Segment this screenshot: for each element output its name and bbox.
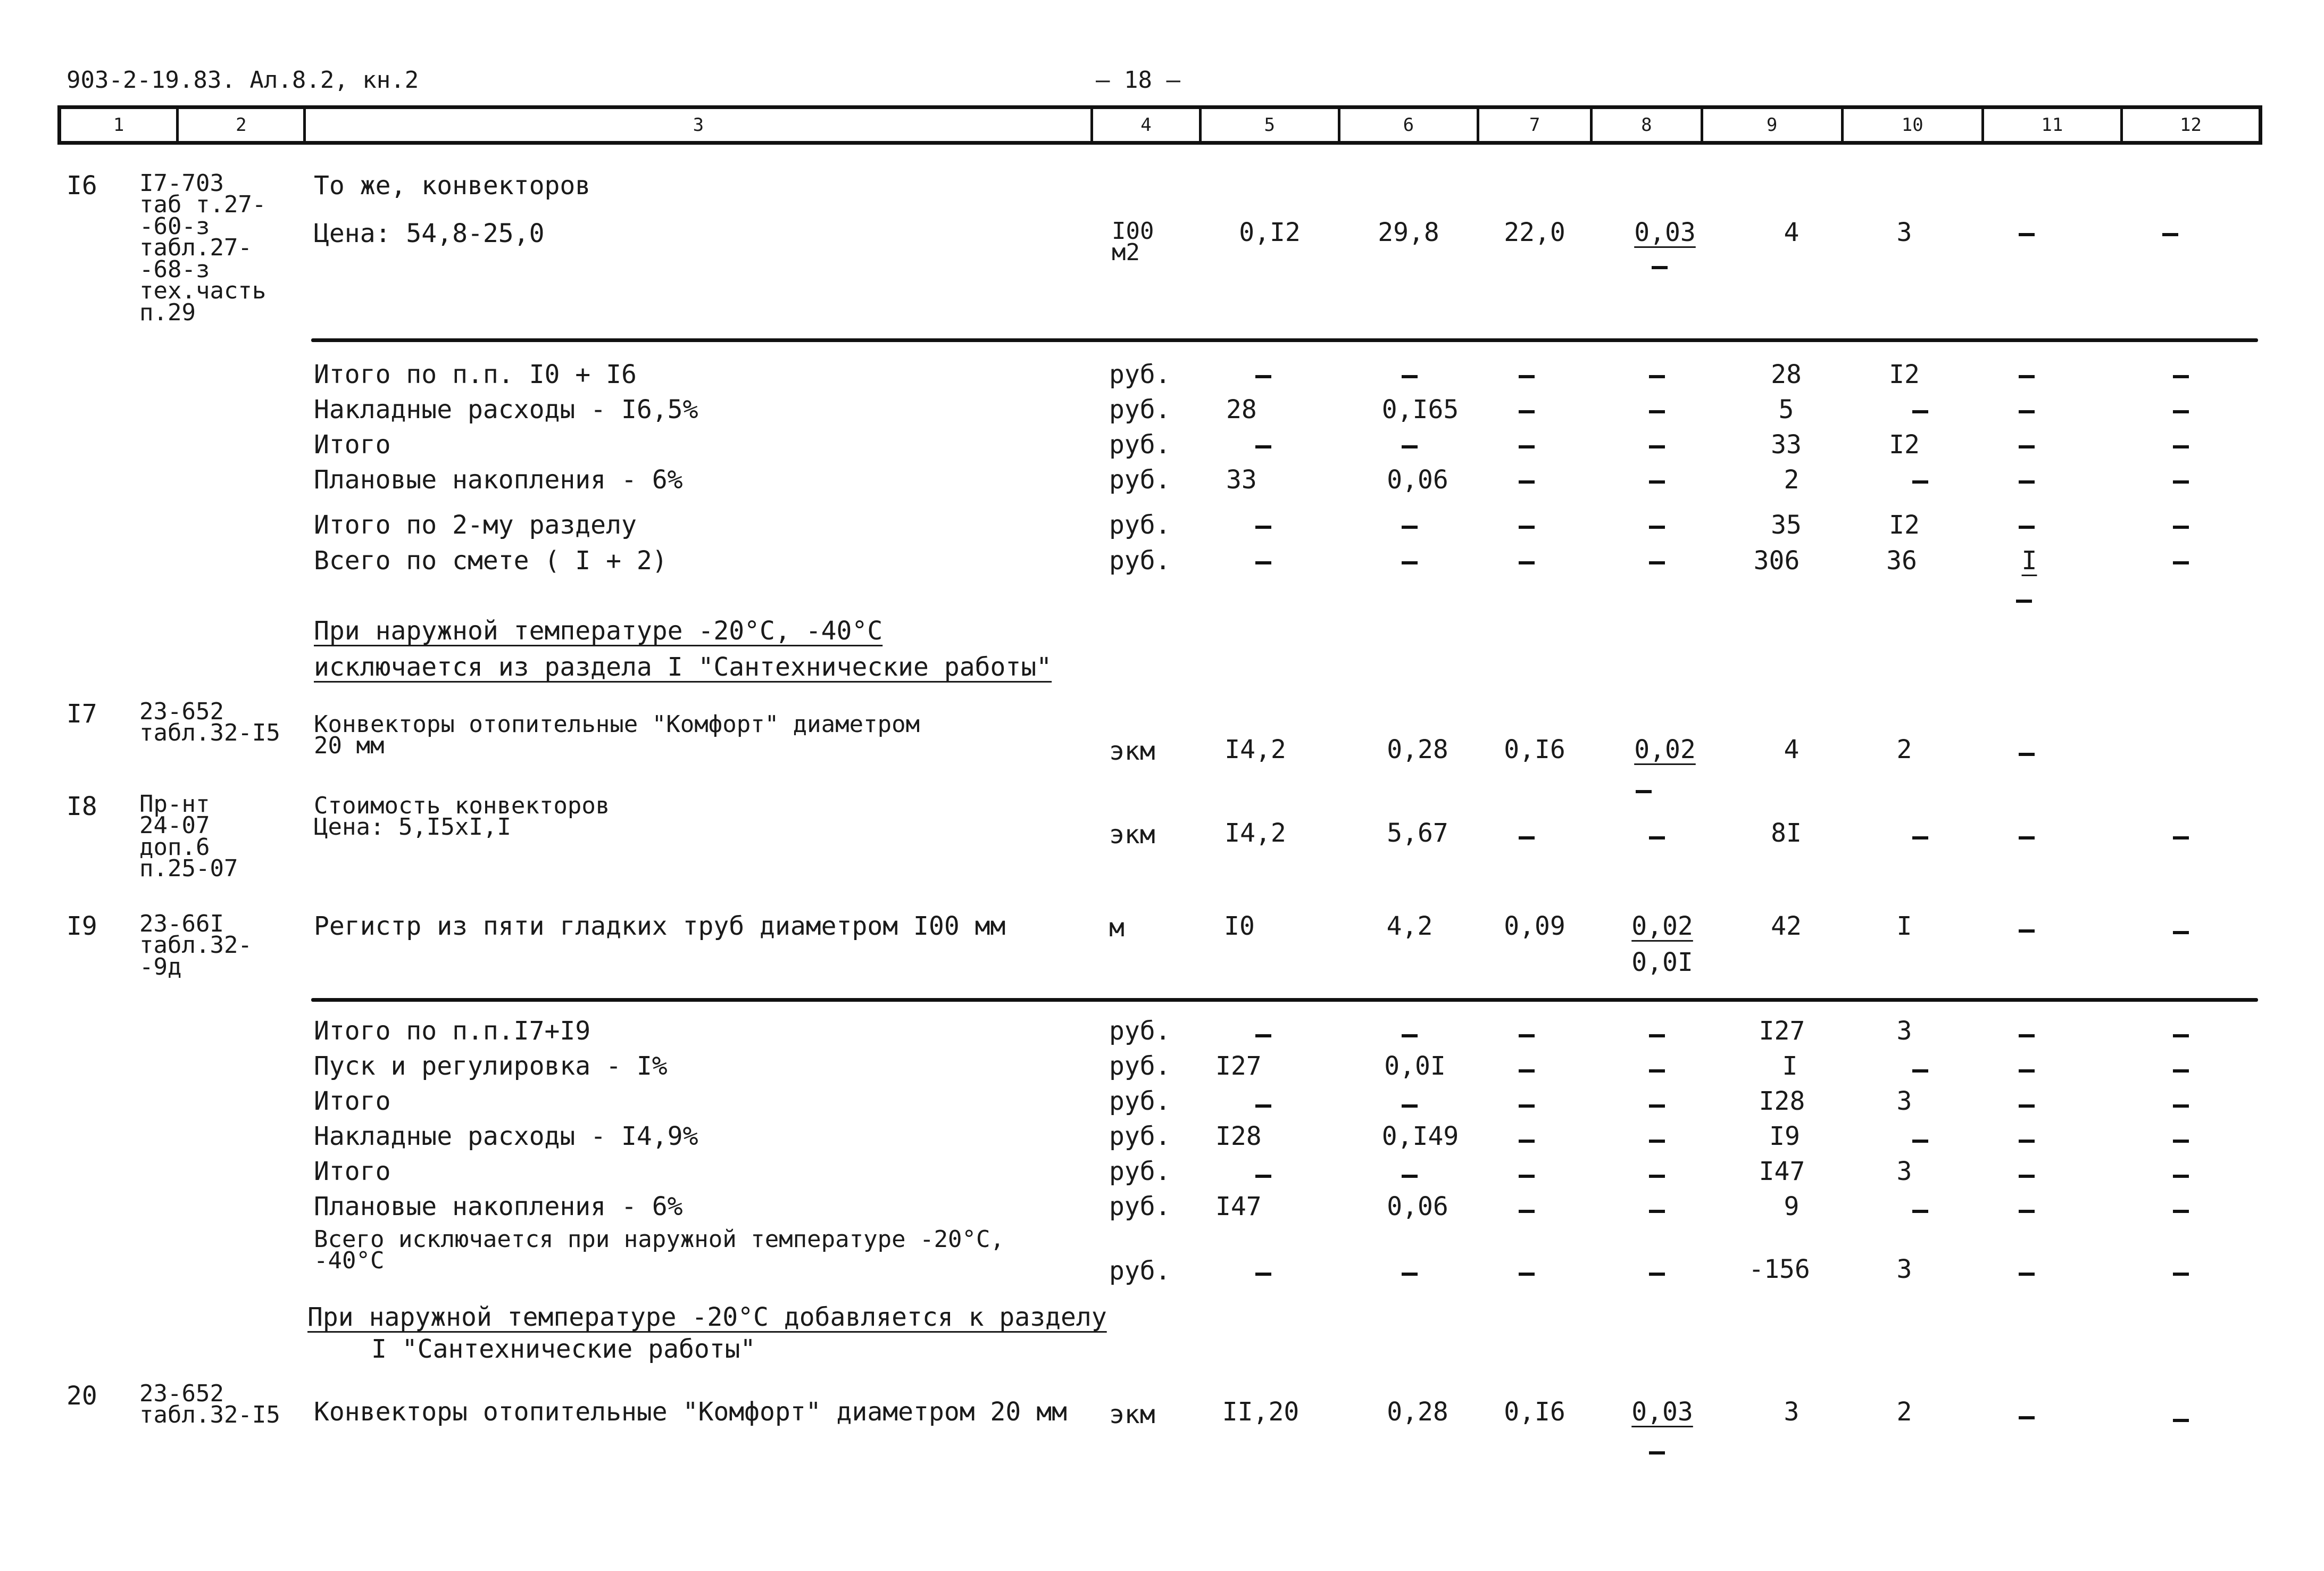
cell-col10: 2 [1896,1397,1912,1427]
dash-mark [2173,1069,2189,1073]
cell-col10: I2 [1889,360,1920,389]
dash-mark [1649,1140,1665,1143]
unit: экм [1109,736,1155,766]
dash-mark [2173,1273,2189,1276]
dash-mark [2019,233,2035,236]
dash-mark [2019,1210,2035,1213]
row-number: I6 [66,171,97,201]
cell-col9: I28 [1759,1086,1805,1116]
dash-mark [1912,836,1928,839]
row-number: I8 [66,792,97,821]
column-header: 5 [1202,109,1340,141]
dash-mark [1519,1104,1535,1108]
dash-mark [2173,1210,2189,1213]
dash-mark [2173,445,2189,448]
dash-mark [2019,445,2035,448]
column-header: 3 [306,109,1093,141]
summary-unit: руб. [1109,1256,1171,1286]
cell-col5: I4,2 [1225,735,1286,764]
dash-mark [2173,1419,2189,1422]
dash-mark [1649,445,1665,448]
cell-col5: I0 [1224,911,1255,941]
dash-mark [1649,1104,1665,1108]
cell-col5: I4,2 [1225,818,1286,848]
dash-mark [1519,1175,1535,1178]
cell-col9: I9 [1769,1121,1800,1151]
dash-mark [2173,410,2189,413]
dash-mark [1402,526,1418,529]
norm-reference: 23-652 табл.32-I5 [139,1380,280,1429]
dash-mark [1912,480,1928,484]
cell-col6: 0,06 [1387,1192,1448,1221]
summary-label: Плановые накопления - 6% [314,1192,683,1221]
dash-mark [1402,1175,1418,1178]
dash-mark [2173,931,2189,934]
cell-col7: 0,I6 [1504,1397,1565,1427]
column-header: 4 [1093,109,1201,141]
cell-col6: 0,0I [1384,1051,1446,1081]
dash-mark [1649,1273,1665,1276]
summary-unit: руб. [1109,1121,1171,1151]
dash-mark [1519,1034,1535,1037]
cell-col8: 0,03 [1634,218,1696,247]
dash-mark [2019,1416,2035,1419]
unit: экм [1109,1400,1155,1429]
norm-reference: 23-66I табл.32- -9д [139,910,252,980]
summary-label: Накладные расходы - I6,5% [314,395,698,425]
dash-mark [1912,1140,1928,1143]
dash-mark [1255,526,1271,529]
dash-mark [2019,480,2035,484]
dash-mark [2019,410,2035,413]
summary-unit: руб. [1109,1157,1171,1186]
summary-label: Плановые накопления - 6% [314,465,683,495]
dash-mark [1519,526,1535,529]
dash-mark [2019,753,2035,756]
summary-unit: руб. [1109,510,1171,540]
cell-col10: 36 [1886,546,1917,576]
summary-unit: руб. [1109,395,1171,425]
dash-mark [2019,375,2035,378]
item-title: То же, конвекторов [314,171,591,201]
cell-col8: 0,02 [1634,735,1696,764]
dash-mark [1519,1273,1535,1276]
dash-mark [2019,1140,2035,1143]
dash-mark [1255,1104,1271,1108]
dash-mark [1519,561,1535,564]
cell-col5: 28 [1226,395,1257,425]
dash-mark [1519,410,1535,413]
cell-col10: 3 [1896,1254,1912,1284]
dash-mark [2019,1069,2035,1073]
section-rule [311,998,2258,1002]
cell-col9: I27 [1759,1016,1805,1046]
note-line: исключается из раздела I "Сантехнические работы" [314,652,1052,682]
cell-col9: 4 [1784,218,1800,247]
dash-mark [1402,445,1418,448]
norm-reference: Пр-нт 24-07 доп.6 п.25-07 [139,791,238,883]
note-line: При наружной температуре -20°С, -40°С [314,616,883,646]
summary-label: Итого по п.п.I7+I9 [314,1016,591,1046]
dash-mark [2173,561,2189,564]
dash-mark [1519,836,1535,839]
cell-col10: 3 [1896,1157,1912,1186]
cell-col9: 35 [1771,510,1802,540]
cell-col6: 5,67 [1387,818,1448,848]
dash-mark [2019,1273,2035,1276]
cell-col9: 4 [1784,735,1800,764]
cell-col9: 9 [1784,1192,1800,1221]
column-header: 2 [179,109,306,141]
cell-col5: I47 [1215,1192,1262,1221]
cell-col8-secondary: 0,0I [1631,947,1693,977]
column-header: 1 [61,109,179,141]
item-title: Регистр из пяти гладких труб диаметром I00 мм [314,911,1006,941]
dash-mark [1255,445,1271,448]
dash-mark [1255,1175,1271,1178]
dash-mark [2173,836,2189,839]
dash-mark [1402,375,1418,378]
dash-mark [2173,1104,2189,1108]
cell-col10: I2 [1889,430,1920,460]
cell-col9: 42 [1771,911,1802,941]
cell-col5: 33 [1226,465,1257,495]
cell-col9: 5 [1778,395,1794,425]
cell-col5: I28 [1215,1121,1262,1151]
cell-col6: 0,06 [1387,465,1448,495]
dash-mark [2019,929,2035,933]
dash-mark [2019,1104,2035,1108]
dash-mark [2173,1034,2189,1037]
section-rule [311,338,2258,342]
dash-mark [1402,1273,1418,1276]
dash-mark [1649,526,1665,529]
dash-mark [1912,1069,1928,1073]
unit: м [1109,913,1124,943]
summary-label: Итого по 2-му разделу [314,510,637,540]
column-header: 6 [1340,109,1479,141]
cell-col9: 3 [1784,1397,1800,1427]
cell-col9: 2 [1784,465,1800,495]
norm-reference: 23-652 табл.32-I5 [139,698,280,747]
dash-mark [2173,526,2189,529]
dash-mark [1519,1210,1535,1213]
item-price: Цена: 54,8-25,0 [314,219,545,248]
dash-mark [2173,1140,2189,1143]
column-header: 9 [1703,109,1844,141]
note-line: I "Сантехнические работы" [371,1334,756,1364]
dash-mark [2019,526,2035,529]
cell-col6: 4,2 [1386,911,1433,941]
cell-col10: I2 [1889,510,1920,540]
norm-reference: I7-703 таб т.27- -60-з табл.27- -68-з тех.часть п.29 [139,170,266,326]
column-header: 11 [1984,109,2123,141]
summary-unit: руб. [1109,546,1171,576]
cell-col11: I [2021,546,2037,576]
dash-mark [1649,1069,1665,1073]
dash-mark [1649,1034,1665,1037]
cell-col10: I [1896,911,1912,941]
column-header: 10 [1844,109,1984,141]
cell-col10: 3 [1896,218,1912,247]
summary-label: Всего по смете ( I + 2) [314,546,668,576]
dash-mark [1519,1069,1535,1073]
cell-col10: 2 [1896,735,1912,764]
dash-mark [1649,410,1665,413]
unit: экм [1109,820,1155,850]
summary-unit: руб. [1109,1051,1171,1081]
dash-mark [2019,1175,2035,1178]
dash-mark [1255,561,1271,564]
dash-mark [2162,233,2178,236]
dash-mark [1652,266,1668,269]
unit: I00 м2 [1112,218,1154,267]
page-number: — 18 — [1096,67,1180,94]
dash-mark [2019,1034,2035,1037]
row-number: I9 [66,911,97,941]
summary-label: Итого по п.п. I0 + I6 [314,360,637,389]
column-header-bar [57,105,2262,145]
cell-col6: 0,I65 [1381,395,1459,425]
dash-mark [1255,1273,1271,1276]
column-header: 12 [2179,114,2202,136]
item-title: Стоимость конвекторов Цена: 5,I5хI,I [314,792,610,841]
cell-col9: I47 [1759,1157,1805,1186]
dash-mark [1636,790,1652,793]
cell-col7: 22,0 [1504,218,1565,247]
dash-mark [1649,375,1665,378]
cell-col9: -156 [1748,1254,1810,1284]
summary-unit: руб. [1109,1016,1171,1046]
row-number: I7 [66,699,97,729]
cell-col6: 0,I49 [1381,1121,1459,1151]
cell-col7: 0,09 [1504,911,1565,941]
dash-mark [1519,375,1535,378]
dash-mark [2173,375,2189,378]
row-number: 20 [66,1381,97,1411]
dash-mark [1649,1210,1665,1213]
cell-col10: 3 [1896,1016,1912,1046]
summary-label: Итого [314,1157,391,1186]
cell-col10: 3 [1896,1086,1912,1116]
cell-col6: 0,28 [1387,1397,1448,1427]
summary-label: Накладные расходы - I4,9% [314,1121,698,1151]
summary-unit: руб. [1109,360,1171,389]
dash-mark [1519,1140,1535,1143]
dash-mark [1649,1451,1665,1454]
cell-col8: 0,03 [1631,1397,1693,1427]
dash-mark [1912,1210,1928,1213]
cell-col7: 0,I6 [1504,735,1565,764]
cell-col9: 28 [1771,360,1802,389]
dash-mark [1255,375,1271,378]
summary-unit: руб. [1109,430,1171,460]
dash-mark [1649,561,1665,564]
item-title: Конвекторы отопительные "Комфорт" диаметром 20 мм [314,711,920,760]
column-header: 7 [1479,109,1593,141]
dash-mark [2173,480,2189,484]
dash-mark [2019,836,2035,839]
column-header: 8 [1593,109,1703,141]
cell-col5: 0,I2 [1239,218,1301,247]
dash-mark [1402,1104,1418,1108]
summary-unit: руб. [1109,1192,1171,1221]
summary-unit: руб. [1109,1086,1171,1116]
dash-mark [2016,600,2032,603]
cell-col5: II,20 [1222,1397,1300,1427]
cell-col5: I27 [1215,1051,1262,1081]
dash-mark [1402,561,1418,564]
summary-label: Итого [314,1086,391,1116]
cell-col9: I [1782,1051,1798,1081]
dash-mark [1255,1034,1271,1037]
cell-col6: 0,28 [1387,735,1448,764]
summary-label: Пуск и регулировка - I% [314,1051,668,1081]
dash-mark [1649,1175,1665,1178]
cell-col9: 306 [1753,546,1800,576]
summary-label: Всего исключается при наружной температуре -20°С, -40°С [314,1226,1005,1275]
cell-col8: 0,02 [1631,911,1693,941]
dash-mark [1519,480,1535,484]
cell-col9: 8I [1771,818,1802,848]
cell-col6: 29,8 [1378,218,1439,247]
dash-mark [1649,480,1665,484]
cell-col9: 33 [1771,430,1802,460]
dash-mark [2173,1175,2189,1178]
dash-mark [1649,836,1665,839]
document-code: 903-2-19.83. Ал.8.2, кн.2 [66,67,419,94]
summary-label: Итого [314,430,391,460]
dash-mark [1519,445,1535,448]
summary-unit: руб. [1109,465,1171,495]
dash-mark [1402,1034,1418,1037]
dash-mark [1912,410,1928,413]
note-line: При наружной температуре -20°С добавляется к разделу [307,1302,1107,1332]
item-title: Конвекторы отопительные "Комфорт" диаметром 20 мм [314,1397,1068,1427]
